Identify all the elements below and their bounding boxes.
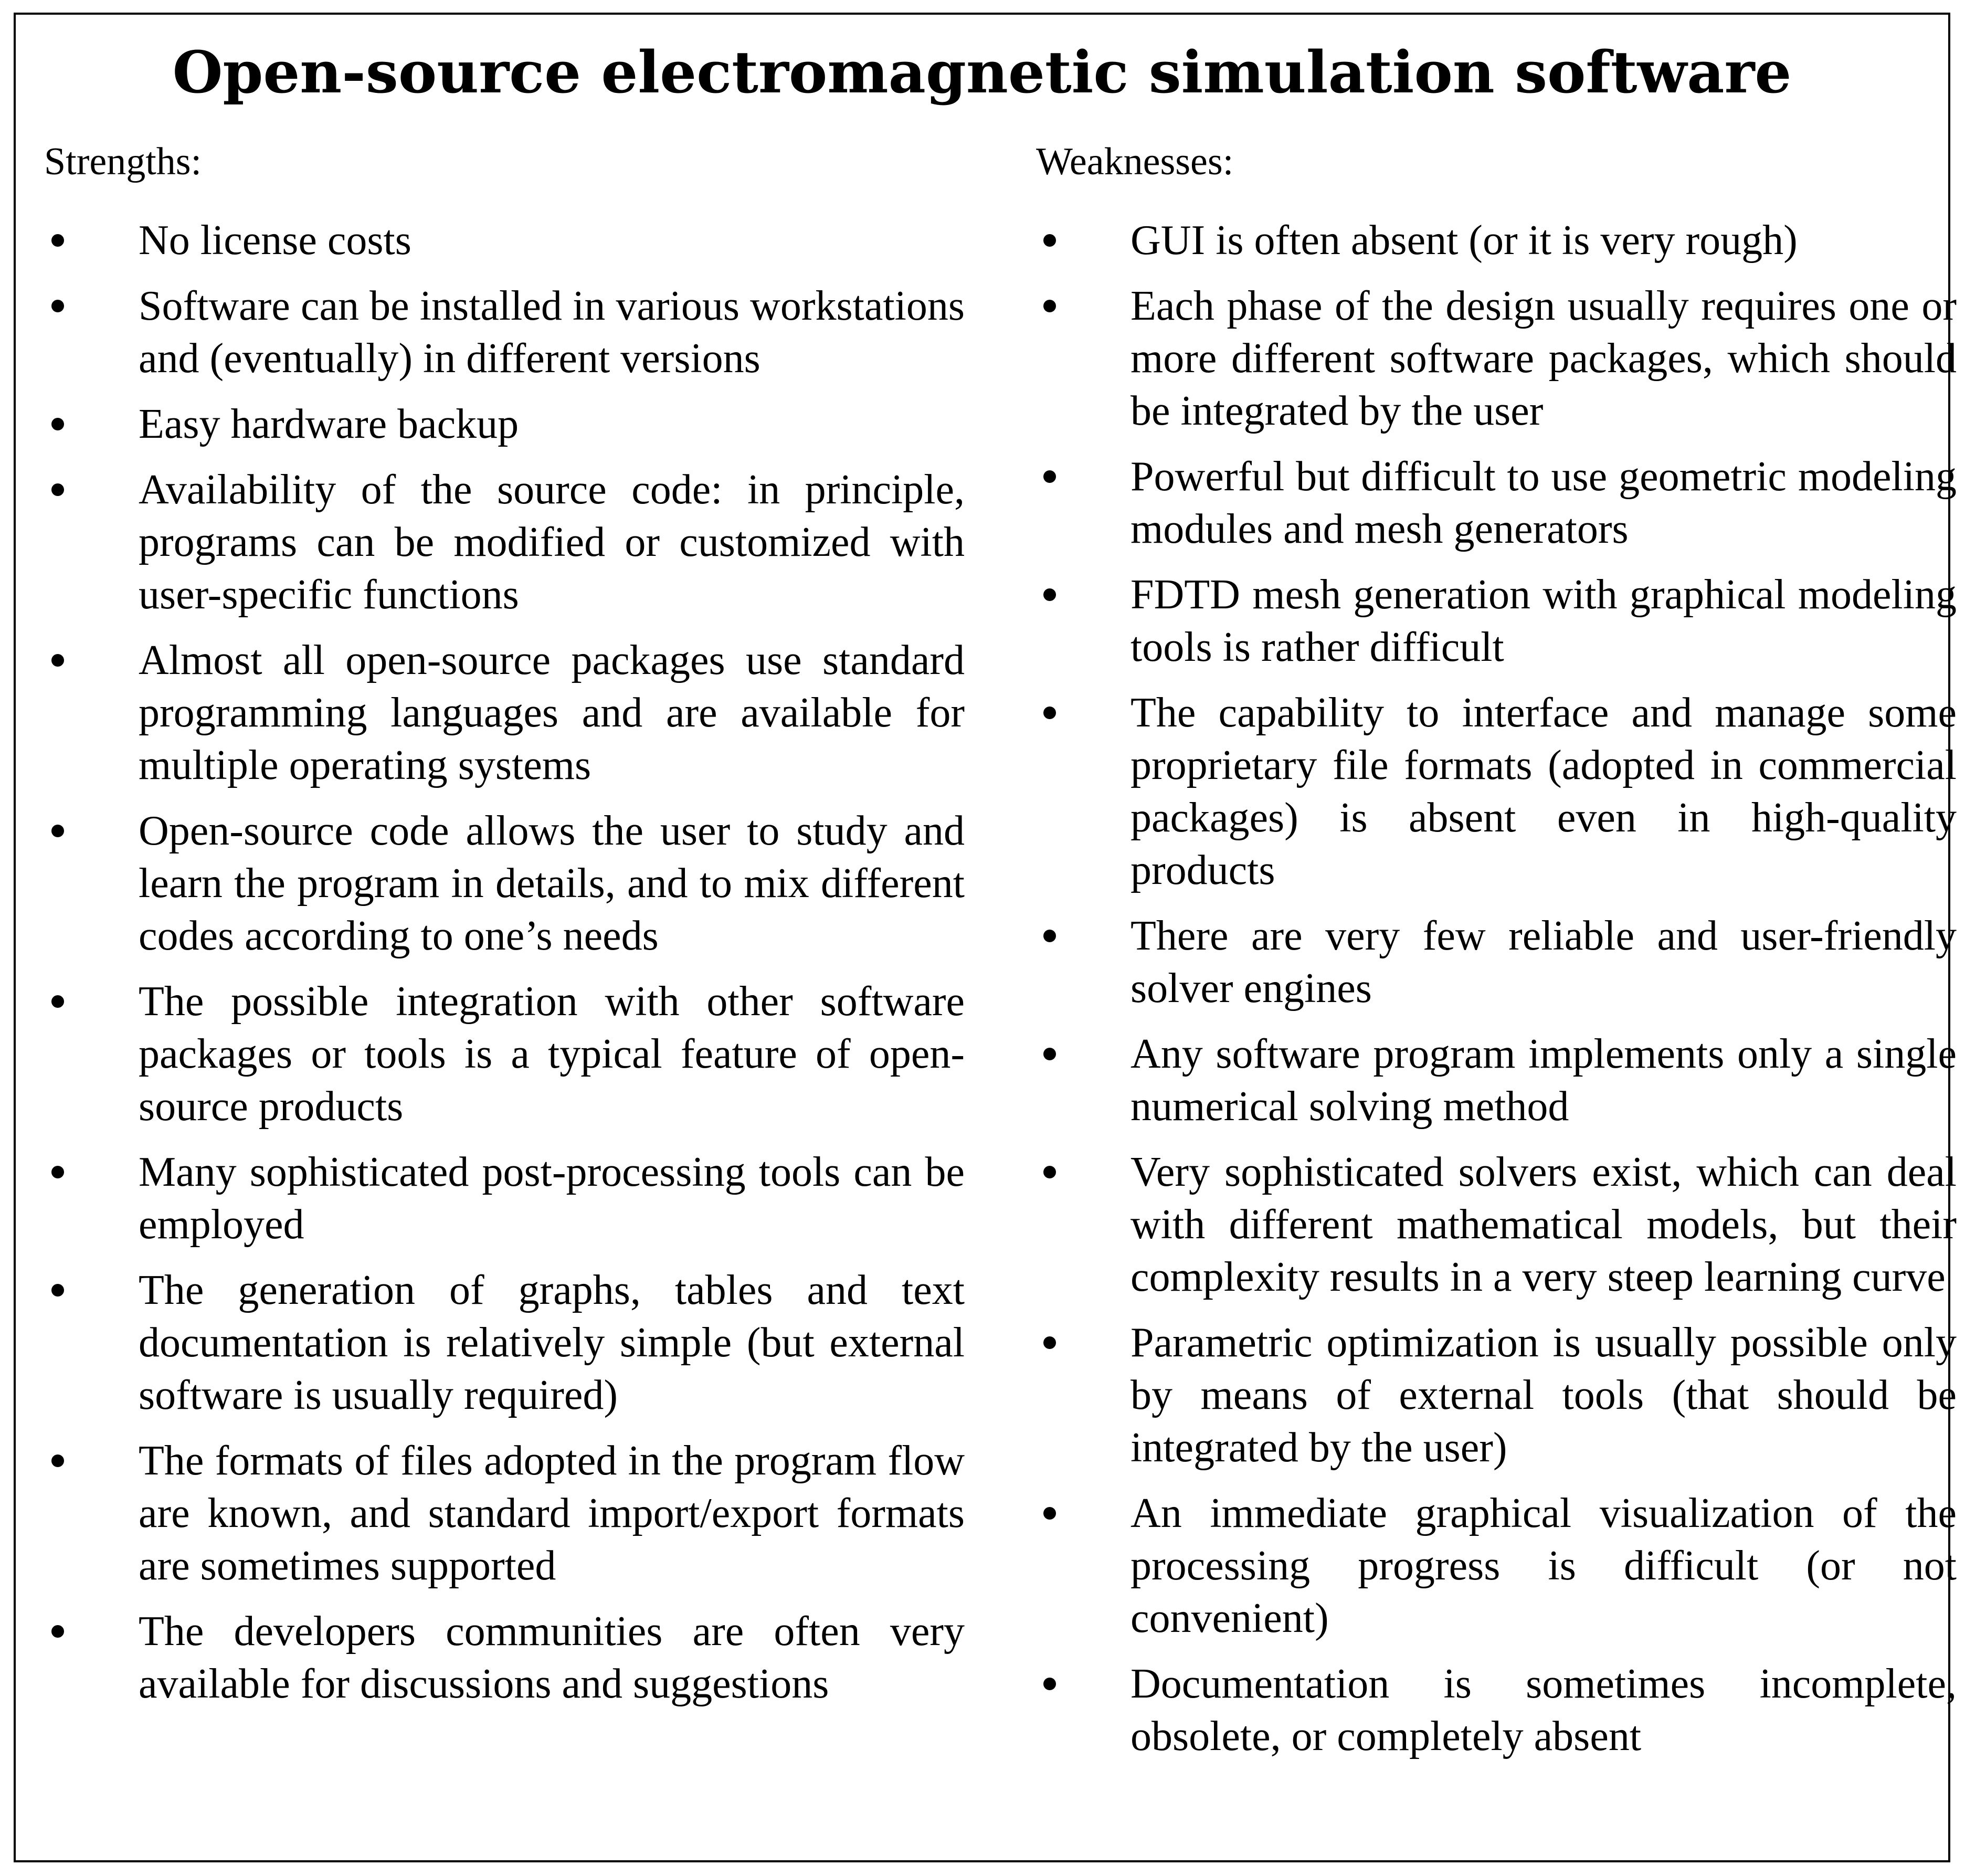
weakness-item: An immediate graphical visualization of the processing progress is difficult (or not convenient) xyxy=(1036,1487,1957,1645)
bullet-icon xyxy=(47,634,68,687)
bullet-icon xyxy=(1039,1316,1060,1369)
bullet-icon xyxy=(1039,910,1060,962)
bullet-icon xyxy=(47,975,68,1028)
bullet-icon xyxy=(1039,214,1060,267)
bullet-icon xyxy=(47,214,68,267)
strengths-column xyxy=(44,135,965,1723)
bullet-icon xyxy=(47,805,68,857)
weakness-item: GUI is often absent (or it is very rough) xyxy=(1036,214,1957,267)
weakness-item: Very sophisticated solvers exist, which can deal with different mathematical models, but their complexity results in a very steep learning curve xyxy=(1036,1146,1957,1303)
weakness-item: Powerful but difficult to use geometric modeling modules and mesh generators xyxy=(1036,450,1957,555)
page-title: Open-source electromagnetic simulation software xyxy=(172,38,1792,106)
bullet-icon xyxy=(1039,1146,1060,1198)
weakness-item: Any software program implements only a single numerical solving method xyxy=(1036,1028,1957,1133)
bullet-icon xyxy=(1039,450,1060,503)
bullet-icon xyxy=(47,463,68,516)
strength-item: Open-source code allows the user to study and learn the program in details, and to mix different codes according to one’s needs xyxy=(44,805,965,962)
bullet-icon xyxy=(1039,1658,1060,1710)
strength-item: The possible integration with other software packages or tools is a typical feature of open-source products xyxy=(44,975,965,1133)
weakness-item: Each phase of the design usually requires one or more different software packages, which should be integrated by the user xyxy=(1036,280,1957,437)
bullet-icon xyxy=(47,398,68,450)
weaknesses-column xyxy=(1036,135,1957,1776)
strength-item: The developers communities are often very available for discussions and suggestions xyxy=(44,1605,965,1710)
strength-item: The generation of graphs, tables and text documentation is relatively simple (but external software is usually required) xyxy=(44,1264,965,1421)
weakness-item: Documentation is sometimes incomplete, obsolete, or completely absent xyxy=(1036,1658,1957,1763)
strength-item: Software can be installed in various workstations and (eventually) in different versions xyxy=(44,280,965,385)
bullet-icon xyxy=(47,1435,68,1487)
bullet-icon xyxy=(1039,568,1060,621)
bullet-icon xyxy=(47,280,68,332)
strength-item: No license costs xyxy=(44,214,965,267)
bullet-icon xyxy=(1039,687,1060,739)
bullet-icon xyxy=(47,1605,68,1658)
strengths-list xyxy=(44,214,965,1710)
weakness-item: Parametric optimization is usually possible only by means of external tools (that should be integrated by the user) xyxy=(1036,1316,1957,1474)
strength-item: Almost all open-source packages use standard programming languages and are available for multiple operating systems xyxy=(44,634,965,792)
weakness-item: The capability to interface and manage some proprietary file formats (adopted in commercial packages) is absent even in high-quality products xyxy=(1036,687,1957,897)
bullet-icon xyxy=(1039,280,1060,332)
strength-item: Availability of the source code: in principle, programs can be modified or customized with user-specific functions xyxy=(44,463,965,621)
weaknesses-list xyxy=(1036,214,1957,1763)
table-frame xyxy=(14,13,1957,1862)
bullet-icon xyxy=(1039,1028,1060,1080)
strength-item: The formats of files adopted in the program flow are known, and standard import/export formats are sometimes supported xyxy=(44,1435,965,1592)
bullet-icon xyxy=(47,1146,68,1198)
strengths-heading: Strengths: xyxy=(44,140,202,183)
weakness-item: There are very few reliable and user-friendly solver engines xyxy=(1036,910,1957,1015)
bullet-icon xyxy=(1039,1487,1060,1540)
strength-item: Many sophisticated post-processing tools can be employed xyxy=(44,1146,965,1251)
weakness-item: FDTD mesh generation with graphical modeling tools is rather difficult xyxy=(1036,568,1957,673)
weaknesses-heading: Weaknesses: xyxy=(1036,140,1234,183)
bullet-icon xyxy=(47,1264,68,1316)
strength-item: Easy hardware backup xyxy=(44,398,965,450)
